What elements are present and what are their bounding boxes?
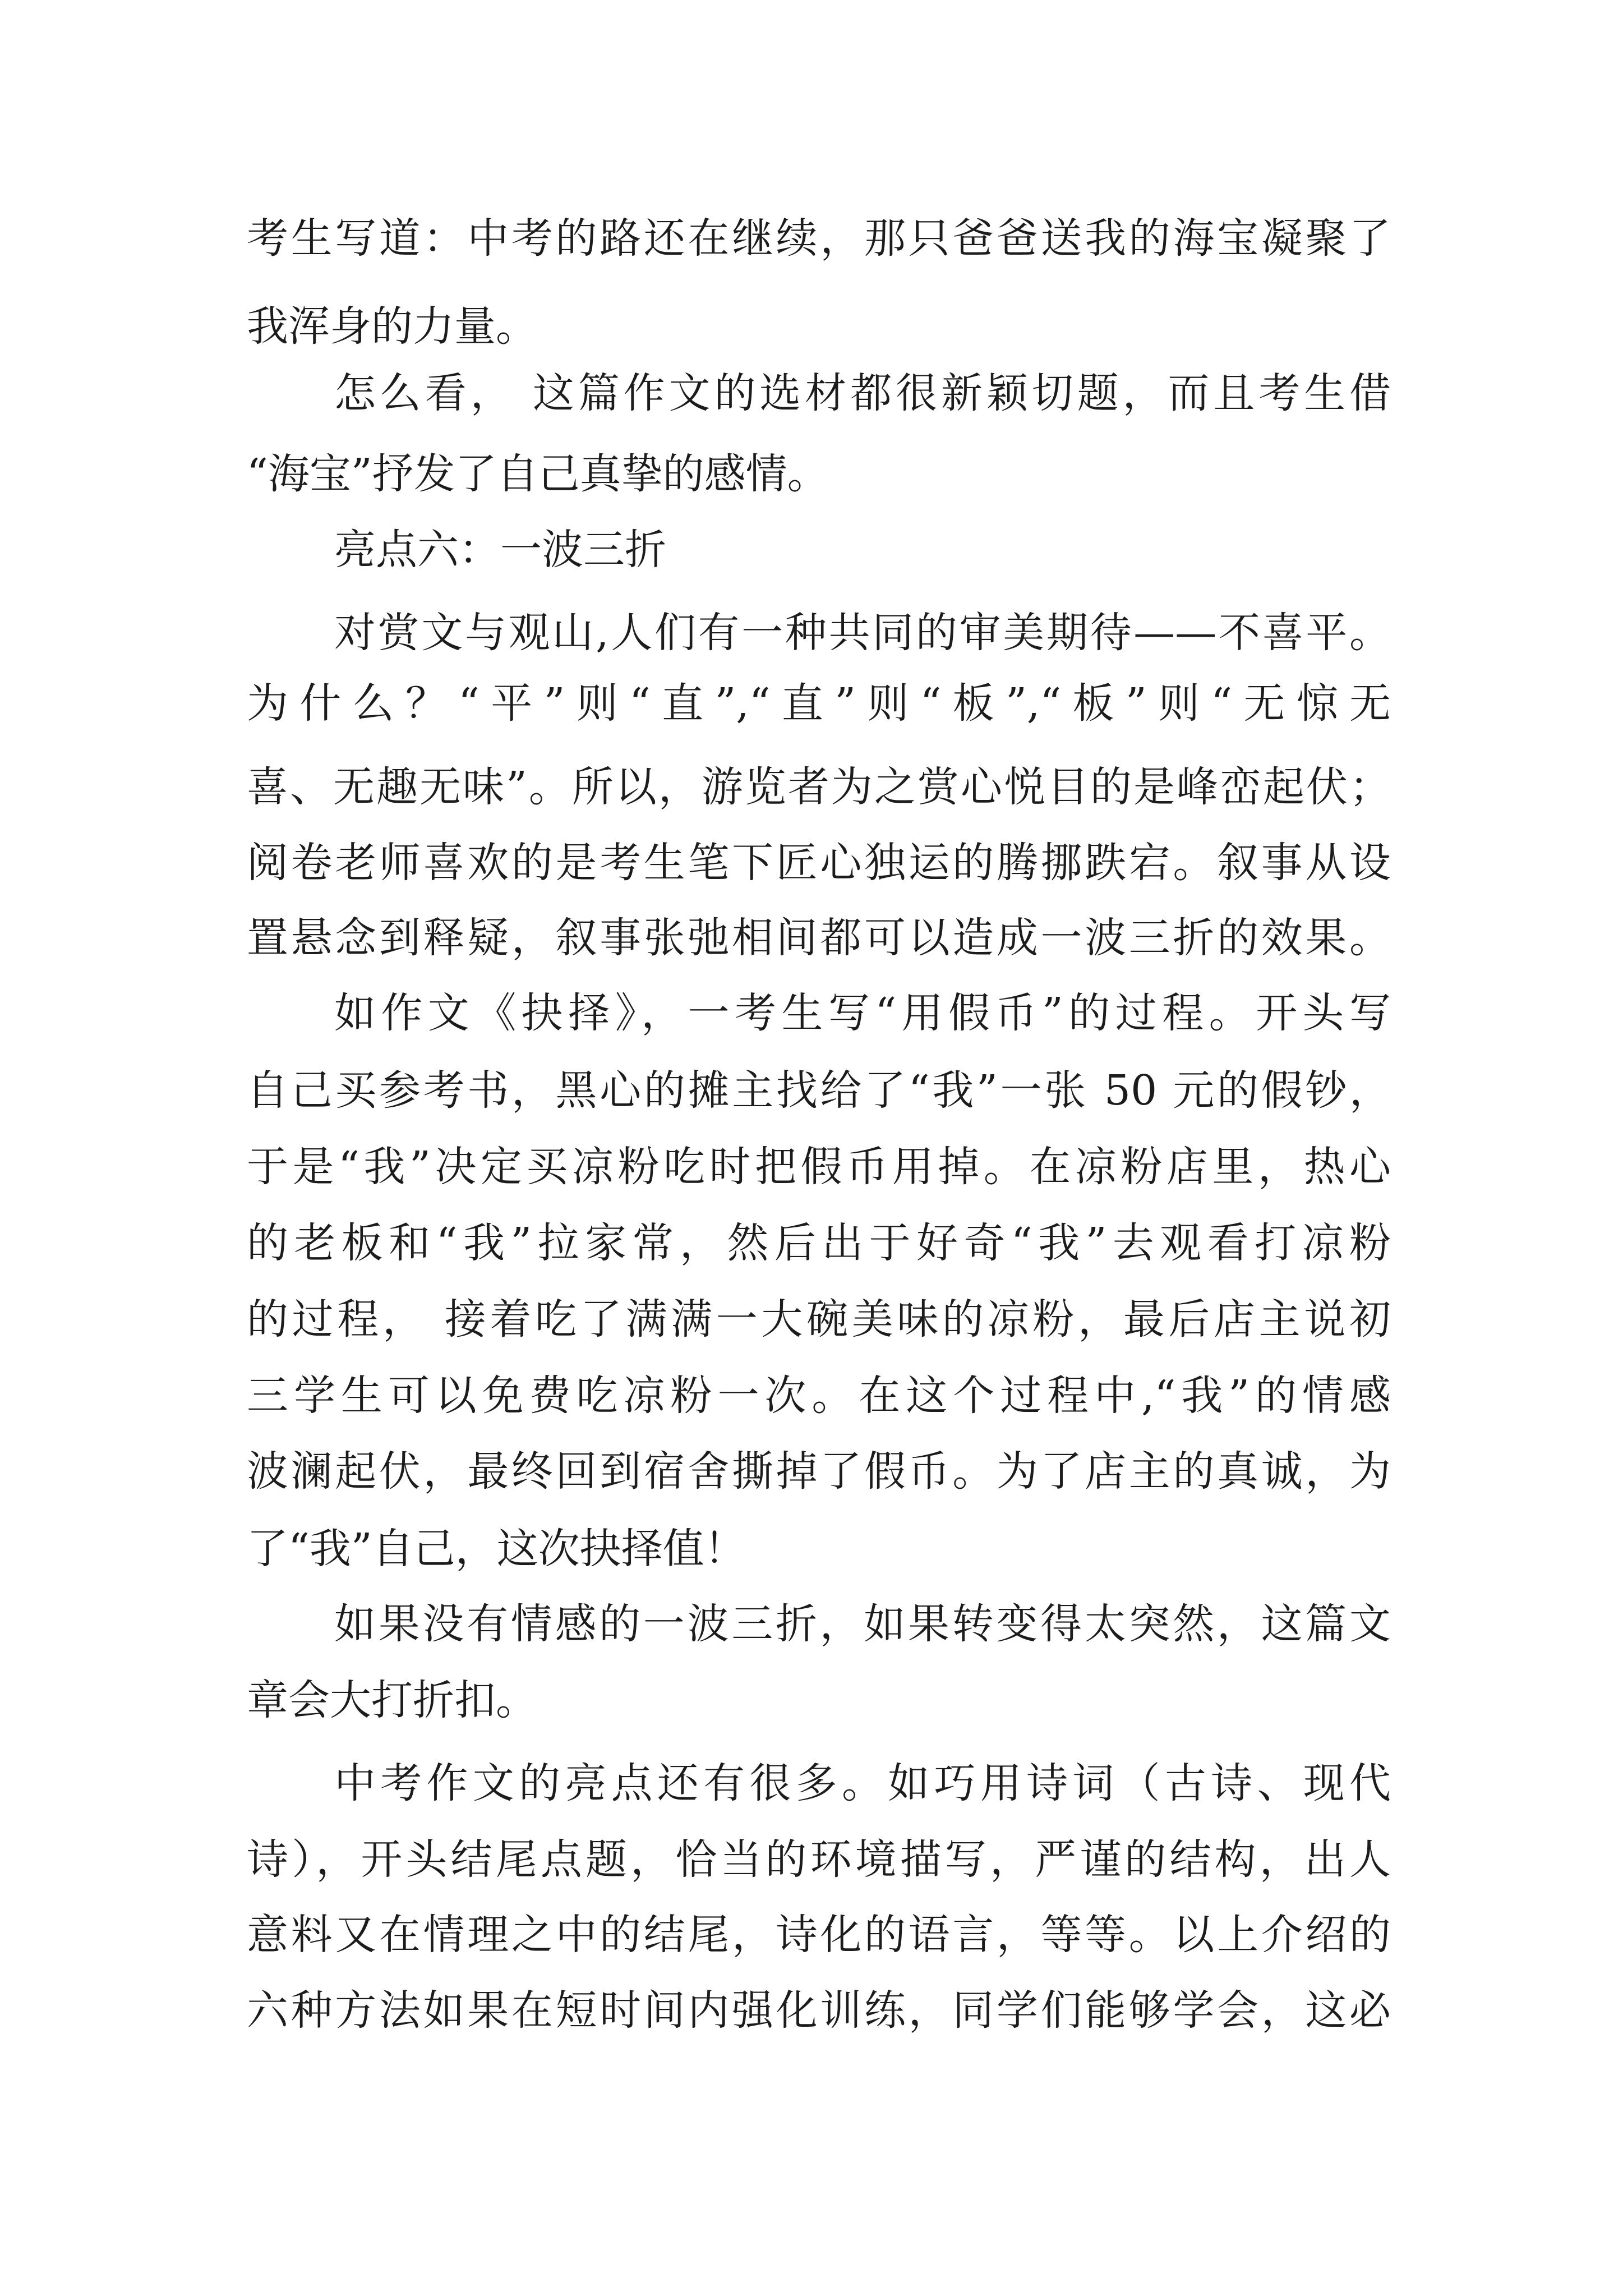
- text-line: 对赏文与观山,人们有一种共同的审美期待——不喜平。: [334, 609, 1391, 657]
- text-line: 考生写道：中考的路还在继续，那只爸爸送我的海宝凝聚了: [247, 214, 1391, 263]
- text-line: 自己买参考书，黑心的摊主找给了“我”一张 50 元的假钞，: [247, 1066, 1391, 1115]
- text-line: 意料又在情理之中的结尾，诗化的语言，等等。以上介绍的: [247, 1911, 1391, 1959]
- section-heading: 亮点六：一波三折: [334, 526, 666, 574]
- text-line: 三学生可以免费吃凉粉一次。在这个过程中,“我”的情感: [247, 1372, 1391, 1420]
- text-line: 阅卷老师喜欢的是考生笔下匠心独运的腾挪跌宕。叙事从设: [247, 839, 1391, 887]
- text-line: 如果没有情感的一波三折，如果转变得太突然，这篇文: [334, 1600, 1391, 1648]
- text-line: 波澜起伏，最终回到宿舍撕掉了假币。为了店主的真诚，为: [247, 1447, 1391, 1496]
- text-line: 怎么看， 这篇作文的选材都很新颖切题，而且考生借: [334, 369, 1391, 417]
- text-line: “海宝”抒发了自己真挚的感情。: [247, 450, 829, 498]
- text-line: 六种方法如果在短时间内强化训练，同学们能够学会，这必: [247, 1986, 1391, 2035]
- text-line: 置悬念到释疑，叙事张弛相间都可以造成一波三折的效果。: [247, 914, 1391, 962]
- text-line: 我浑身的力量。: [247, 302, 537, 351]
- text-line: 于是“我”决定买凉粉吃时把假币用掉。在凉粉店里，热心: [247, 1143, 1391, 1191]
- text-line: 喜、无趣无味”。所以，游览者为之赏心悦目的是峰峦起伏；: [247, 763, 1391, 811]
- text-line: 的老板和“我”拉家常，然后出于好奇“我”去观看打凉粉: [247, 1219, 1391, 1267]
- text-line: 如作文《抉择》，一考生写“用假币”的过程。开头写: [334, 989, 1391, 1037]
- text-line: 中考作文的亮点还有很多。如巧用诗词（古诗、现代: [334, 1759, 1391, 1807]
- text-line: 了“我”自己，这次抉择值！: [247, 1525, 746, 1573]
- text-line: 诗），开头结尾点题，恰当的环境描写，严谨的结构，出人: [247, 1835, 1391, 1884]
- text-line: 的过程， 接着吃了满满一大碗美味的凉粉，最后店主说初: [247, 1295, 1391, 1343]
- text-line: 章会大打折扣。: [247, 1676, 537, 1724]
- text-line: 为什么？“平”则“直”,“直”则“板”,“板”则“无惊无: [247, 679, 1391, 728]
